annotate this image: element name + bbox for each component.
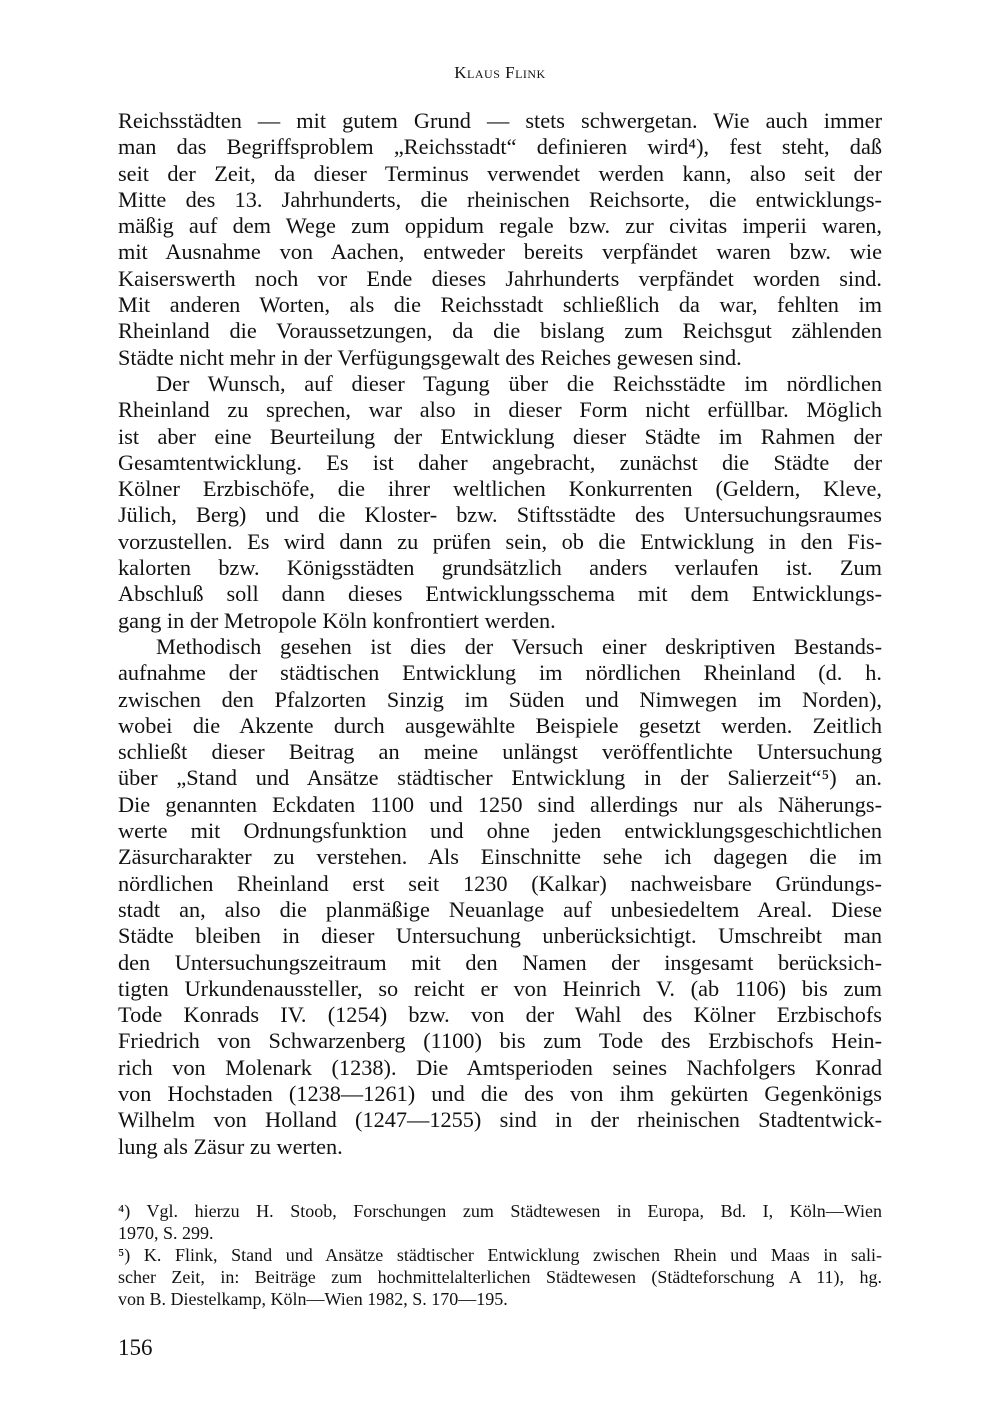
text-line: mit Ausnahme von Aachen, entweder bereits verpfändet waren bzw. wie <box>118 239 882 265</box>
text-line: rich von Molenark (1238). Die Amtsperioden seines Nachfolgers Konrad <box>118 1054 882 1080</box>
footnotes <box>118 1200 882 1310</box>
text-line: Kaiserswerth noch vor Ende dieses Jahrhunderts verpfändet worden sind. <box>118 265 882 291</box>
text-line: wobei die Akzente durch ausgewählte Beispiele gesetzt werden. Zeitlich <box>118 712 882 738</box>
footnote-5 <box>118 1244 882 1310</box>
text-line: Kölner Erzbischöfe, die ihrer weltlichen Konkurrenten (Geldern, Kleve, <box>118 476 882 502</box>
text-line: gang in der Metropole Köln konfrontiert werden. <box>118 607 556 633</box>
text-line: von Hochstaden (1238—1261) und die des von ihm gekürten Gegenkönigs <box>118 1080 882 1106</box>
paragraph-3 <box>118 634 882 1160</box>
text-line: ist aber eine Beurteilung der Entwicklung dieser Städte im Rahmen der <box>118 423 882 449</box>
text-line: lung als Zäsur zu werten. <box>118 1133 343 1159</box>
text-line: über „Stand und Ansätze städtischer Entwicklung in der Salierzeit“⁵) an. <box>118 765 882 791</box>
text-line: Mit anderen Worten, als die Reichsstadt schließlich da war, fehlten im <box>118 292 882 318</box>
text-line: Abschluß soll dann dieses Entwicklungsschema mit dem Entwicklungs- <box>118 581 882 607</box>
text-line: schließt dieser Beitrag an meine unlängst veröffentlichte Untersuchung <box>118 739 882 765</box>
text-line: Der Wunsch, auf dieser Tagung über die Reichsstädte im nördlichen <box>156 370 882 396</box>
text-line: Wilhelm von Holland (1247—1255) sind in der rheinischen Stadtentwick- <box>118 1107 882 1133</box>
text-line: mäßig auf dem Wege zum oppidum regale bzw. zur civitas imperii waren, <box>118 213 882 239</box>
footnote-line: ⁴) Vgl. hierzu H. Stoob, Forschungen zum Städtewesen in Europa, Bd. I, Köln—Wien <box>118 1201 882 1221</box>
text-line: werte mit Ordnungsfunktion und ohne jeden entwicklungsgeschichtlichen <box>118 818 882 844</box>
text-line: vorzustellen. Es wird dann zu prüfen sein, ob die Entwicklung in den Fis- <box>118 528 882 554</box>
text-line: Mitte des 13. Jahrhunderts, die rheinischen Reichsorte, die entwicklungs- <box>118 186 882 212</box>
text-line: seit der Zeit, da dieser Terminus verwendet werden kann, also seit der <box>118 160 882 186</box>
text-line: aufnahme der städtischen Entwicklung im nördlichen Rheinland (d. h. <box>118 660 882 686</box>
page-number: 156 <box>118 1335 153 1360</box>
text-line: Friedrich von Schwarzenberg (1100) bis zum Tode des Erzbischofs Hein- <box>118 1028 882 1054</box>
paragraph-2 <box>118 371 882 634</box>
footnote-4 <box>118 1200 882 1244</box>
text-line: Rheinland die Voraussetzungen, da die bislang zum Reichsgut zählenden <box>118 318 882 344</box>
footnote-line: scher Zeit, in: Beiträge zum hochmittelalterlichen Städtewesen (Städteforschung A 11), hg. <box>118 1267 882 1287</box>
running-header: Klaus Flink <box>454 63 546 82</box>
text-line: kalorten bzw. Königsstädten grundsätzlich anders verlaufen ist. Zum <box>118 555 882 581</box>
text-line: tigten Urkundenaussteller, so reicht er von Heinrich V. (ab 1106) bis zum <box>118 975 882 1001</box>
text-line: stadt an, also die planmäßige Neuanlage auf unbesiedeltem Areal. Diese <box>118 896 882 922</box>
text-line: Rheinland zu sprechen, war also in dieser Form nicht erfüllbar. Möglich <box>118 397 882 423</box>
text-line: Gesamtentwicklung. Es ist daher angebracht, zunächst die Städte der <box>118 449 882 475</box>
text-line: nördlichen Rheinland erst seit 1230 (Kalkar) nachweisbare Gründungs- <box>118 870 882 896</box>
text-line: Jülich, Berg) und die Kloster- bzw. Stiftsstädte des Untersuchungsraumes <box>118 502 882 528</box>
text-line: Methodisch gesehen ist dies der Versuch einer deskriptiven Bestands- <box>156 633 882 659</box>
paragraph-1 <box>118 108 882 371</box>
text-line: Tode Konrads IV. (1254) bzw. von der Wahl des Kölner Erzbischofs <box>118 1002 882 1028</box>
footnote-line: ⁵) K. Flink, Stand und Ansätze städtischer Entwicklung zwischen Rhein und Maas in sali- <box>118 1245 882 1265</box>
text-line: zwischen den Pfalzorten Sinzig im Süden und Nimwegen im Norden), <box>118 686 882 712</box>
text-line: Städte nicht mehr in der Verfügungsgewalt des Reiches gewesen sind. <box>118 344 742 370</box>
text-line: Zäsurcharakter zu verstehen. Als Einschnitte sehe ich dagegen die im <box>118 844 882 870</box>
footnote-line: von B. Diestelkamp, Köln—Wien 1982, S. 170—195. <box>118 1289 508 1309</box>
text-line: Die genannten Eckdaten 1100 und 1250 sind allerdings nur als Näherungs- <box>118 791 882 817</box>
text-line: man das Begriffsproblem „Reichsstadt“ definieren wird⁴), fest steht, daß <box>118 134 882 160</box>
text-line: Reichsstädten — mit gutem Grund — stets schwergetan. Wie auch immer <box>118 108 882 133</box>
body-text <box>118 108 882 1160</box>
text-line: den Untersuchungszeitraum mit den Namen der insgesamt berücksich- <box>118 949 882 975</box>
text-line: Städte bleiben in dieser Untersuchung unberücksichtigt. Umschreibt man <box>118 923 882 949</box>
footnote-line: 1970, S. 299. <box>118 1223 214 1243</box>
